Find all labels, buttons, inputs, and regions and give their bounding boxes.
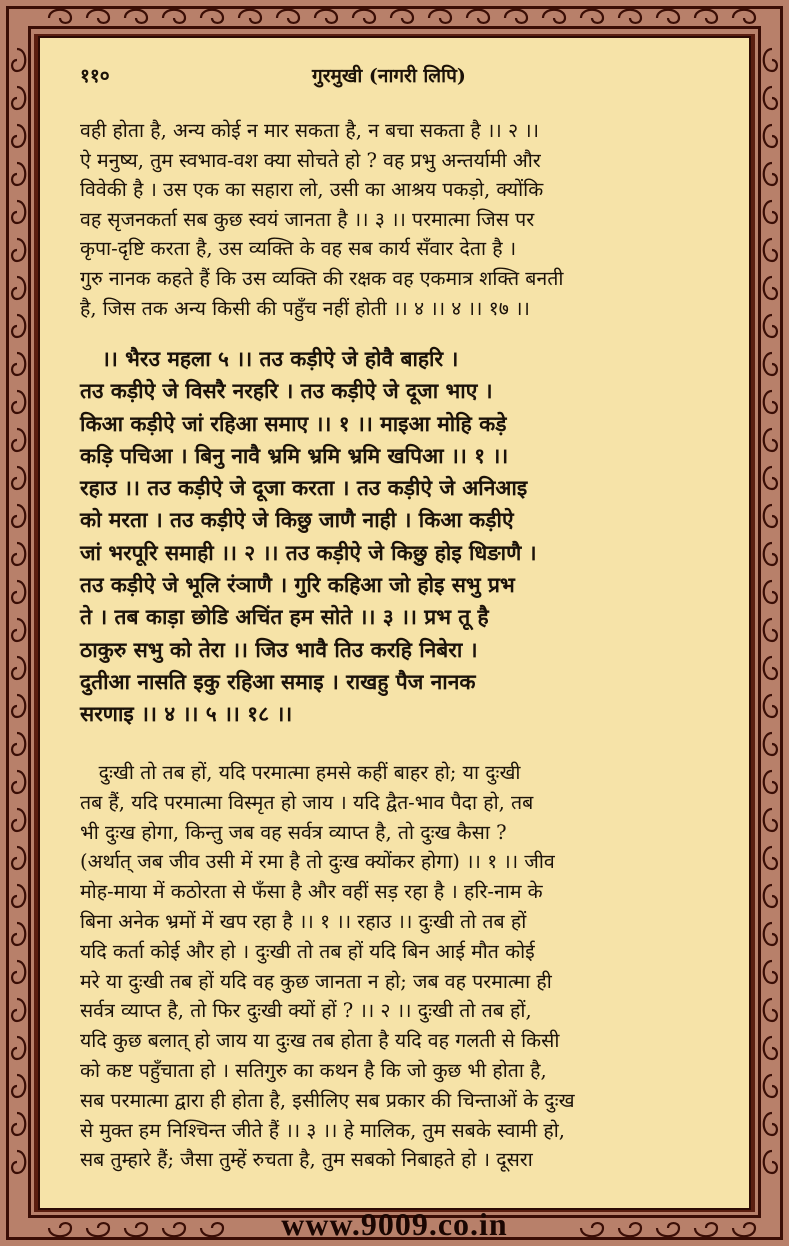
- website-url: www.9009.co.in: [281, 1206, 508, 1242]
- text-line: (अर्थात् जब जीव उसी में रमा है तो दुःख क्योंकर होगा) ।। १ ।। जीव: [80, 850, 555, 874]
- hymn-verse: [80, 343, 730, 731]
- text-line: यदि कुछ बलात् हो जाय या दुःख तब होता है यदि वह गलती से किसी: [80, 1029, 560, 1053]
- text-line: कृपा-दृष्टि करता है, उस व्यक्ति के वह सब कार्य सँवार देता है ।: [80, 237, 517, 261]
- page-number: ११०: [80, 65, 110, 87]
- text-line: को कष्ट पहुँचाता हो । सतिगुरु का कथन है कि जो कुछ भी होता है,: [80, 1058, 547, 1082]
- verse-line: रहाउ ।। तउ कड़ीऐ जे दूजा करता । तउ कड़ीऐ जे अनिआइ: [80, 475, 528, 501]
- text-line: वही होता है, अन्य कोई न मार सकता है, न बचा सकता है ।। २ ।।: [80, 119, 540, 142]
- verse-line: तउ कड़ीऐ जे भूलि रंञाणै । गुरि कहिआ जो होइ सभु प्रभ: [80, 572, 515, 598]
- commentary-paragraph-1: [80, 116, 730, 323]
- text-line: सर्वत्र व्याप्त है, तो फिर दुःखी क्यों हों ? ।। २ ।। दुःखी तो तब हों,: [80, 999, 532, 1023]
- verse-line: किआ कड़ीऐ जां रहिआ समाए ।। १ ।। माइआ मोहि कड़े: [80, 410, 507, 436]
- text-line: यदि कर्ता कोई और हो । दुःखी तो तब हों यदि बिन आई मौत कोई: [80, 939, 535, 963]
- verse-line: कड़ि पचिआ । बिनु नावै भ्रमि भ्रमि भ्रमि खपिआ ।। १ ।।: [80, 442, 509, 468]
- commentary-paragraph-2: [80, 758, 730, 1175]
- verse-line: ।। भैरउ महला ५ ।। तउ कड़ीऐ जे होवै बाहरि ।: [80, 346, 459, 371]
- verse-line: जां भरपूरि समाही ।। २ ।। तउ कड़ीऐ जे किछु होइ धिङाणै ।: [80, 539, 537, 565]
- text-line: मोह-माया में कठोरता से फँसा है और वहीं सड़ रहा है । हरि-नाम के: [80, 880, 543, 904]
- page-header: [80, 60, 720, 90]
- book-page: [38, 36, 751, 1210]
- verse-line: सरणाइ ।। ४ ।। ५ ।। १८ ।।: [80, 701, 293, 727]
- text-line: वह सृजनकर्ता सब कुछ स्वयं जानता है ।। ३ ।। परमात्मा जिस पर: [80, 207, 535, 231]
- text-line: सब परमात्मा द्वारा ही होता है, इसीलिए सब प्रकार की चिन्ताओं के दुःख: [80, 1088, 575, 1112]
- text-line: से मुक्त हम निश्चिन्त जीते हैं ।। ३ ।। हे मालिक, तुम सबके स्वामी हो,: [80, 1118, 565, 1142]
- text-line: बिना अनेक भ्रमों में खप रहा है ।। १ ।। रहाउ ।। दुःखी तो तब हों: [80, 909, 527, 933]
- text-line: गुरु नानक कहते हैं कि उस व्यक्ति की रक्षक वह एकमात्र शक्ति बनती: [80, 266, 564, 290]
- page-title: गुरमुखी (नागरी लिपि): [312, 65, 466, 87]
- text-line: तब हैं, यदि परमात्मा विस्मृत हो जाय । यदि द्वैत-भाव पैदा हो, तब: [80, 790, 534, 814]
- verse-line: ते । तब काड़ा छोडि अचिंत हम सोते ।। ३ ।। प्रभ तू है: [80, 604, 489, 630]
- text-line: विवेकी है । उस एक का सहारा लो, उसी का आश्रय पकड़ो, क्योंकि: [80, 178, 544, 202]
- text-line: भी दुःख होगा, किन्तु जब वह सर्वत्र व्याप्त है, तो दुःख कैसा ?: [80, 820, 507, 844]
- text-line: है, जिस तक अन्य किसी की पहुँच नहीं होती ।। ४ ।। ४ ।। १७ ।।: [80, 296, 530, 320]
- text-line: ऐ मनुष्य, तुम स्वभाव-वश क्या सोचते हो ? वह प्रभु अन्तर्यामी और: [80, 148, 541, 172]
- text-line: सब तुम्हारे हैं; जैसा तुम्हें रुचता है, तुम सबको निबाहते हो । दूसरा: [80, 1148, 533, 1172]
- text-line: मरे या दुःखी तब हों यदि वह कुछ जानता न हो; जब वह परमात्मा ही: [80, 969, 552, 993]
- verse-line: ठाकुरु सभु को तेरा ।। जिउ भावै तिउ करहि निबेरा ।: [80, 636, 478, 662]
- text-line: दुःखी तो तब हों, यदि परमात्मा हमसे कहीं बाहर हो; या दुःखी: [80, 761, 521, 784]
- verse-line: तउ कड़ीऐ जे विसरै नरहरि । तउ कड़ीऐ जे दूजा भाए ।: [80, 378, 493, 404]
- verse-line: को मरता । तउ कड़ीऐ जे किछु जाणै नाही । किआ कड़ीऐ: [80, 507, 514, 533]
- verse-line: दुतीआ नासति इकु रहिआ समाइ । राखहु पैज नानक: [80, 668, 476, 694]
